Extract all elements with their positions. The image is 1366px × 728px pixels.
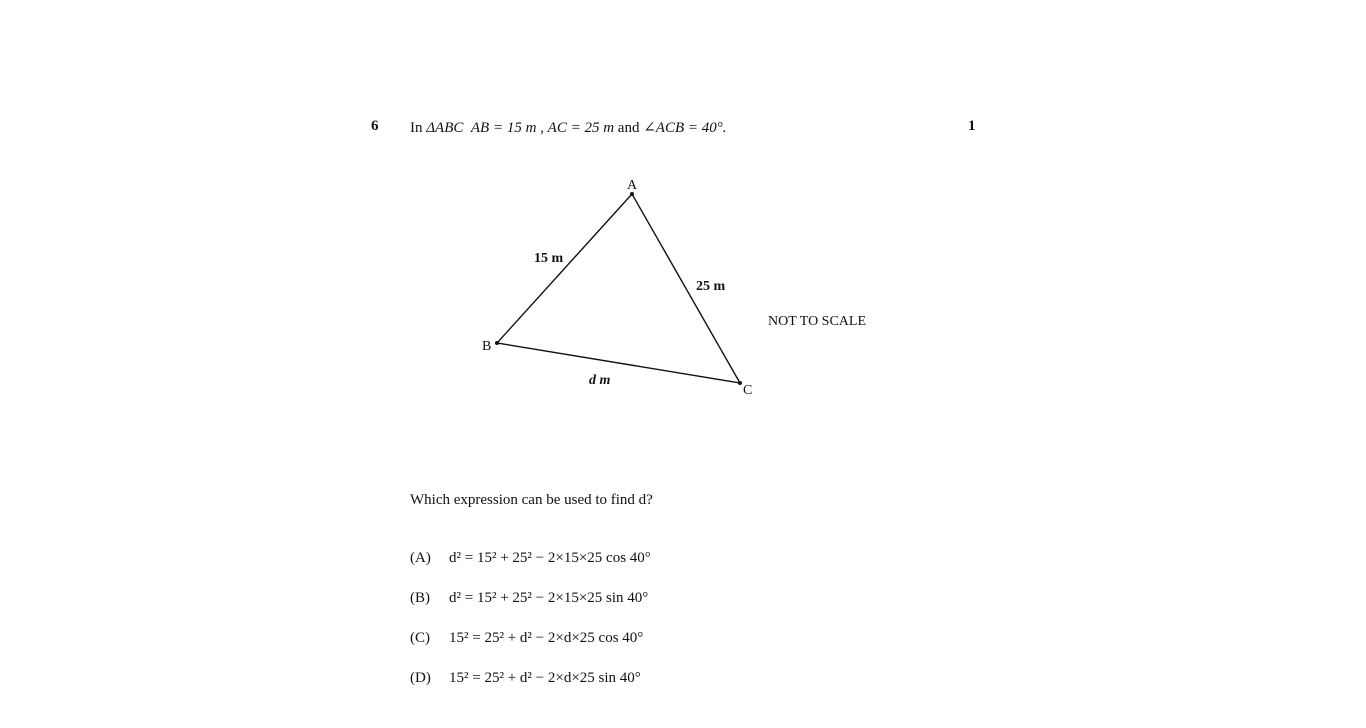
given-ac: AC = 25 m [547, 120, 615, 136]
option-a-letter: (A) [410, 550, 431, 566]
given-ab: AB = 15 m , [470, 120, 544, 136]
option-b[interactable] [410, 590, 648, 607]
option-d-expression: 15² = 25² + d² − 2×d×25 sin 40° [449, 670, 641, 686]
vertex-c-label: C [743, 383, 753, 398]
not-to-scale-note: NOT TO SCALE [768, 314, 867, 329]
triangle-svg [470, 170, 770, 410]
given-angle: ∠ACB = 40°. [643, 120, 727, 136]
question-marks: 1 [968, 118, 976, 134]
vertex-c-dot [738, 381, 742, 385]
given-joiner: and [617, 120, 640, 136]
triangle-name: ΔABC [426, 120, 464, 136]
vertex-b-label: B [482, 339, 492, 354]
option-c-expression: 15² = 25² + d² − 2×d×25 cos 40° [449, 630, 644, 646]
option-a[interactable] [410, 550, 651, 567]
vertex-a-label: A [627, 178, 638, 193]
side-ab-label: 15 m [534, 251, 564, 266]
option-d[interactable] [410, 670, 641, 687]
question-stem [410, 118, 727, 137]
triangle-diagram [470, 170, 770, 410]
question-prompt: Which expression can be used to find d? [410, 492, 653, 508]
side-ac-label: 25 m [696, 279, 726, 294]
stem-intro: In [410, 120, 423, 136]
vertex-b-dot [495, 341, 499, 345]
question-number: 6 [371, 118, 379, 134]
option-a-expression: d² = 15² + 25² − 2×15×25 cos 40° [449, 550, 651, 566]
option-c[interactable] [410, 630, 643, 647]
option-b-expression: d² = 15² + 25² − 2×15×25 sin 40° [449, 590, 649, 606]
option-c-letter: (C) [410, 630, 430, 646]
option-d-letter: (D) [410, 670, 431, 686]
side-bc-label: d m [589, 373, 611, 388]
option-b-letter: (B) [410, 590, 430, 606]
